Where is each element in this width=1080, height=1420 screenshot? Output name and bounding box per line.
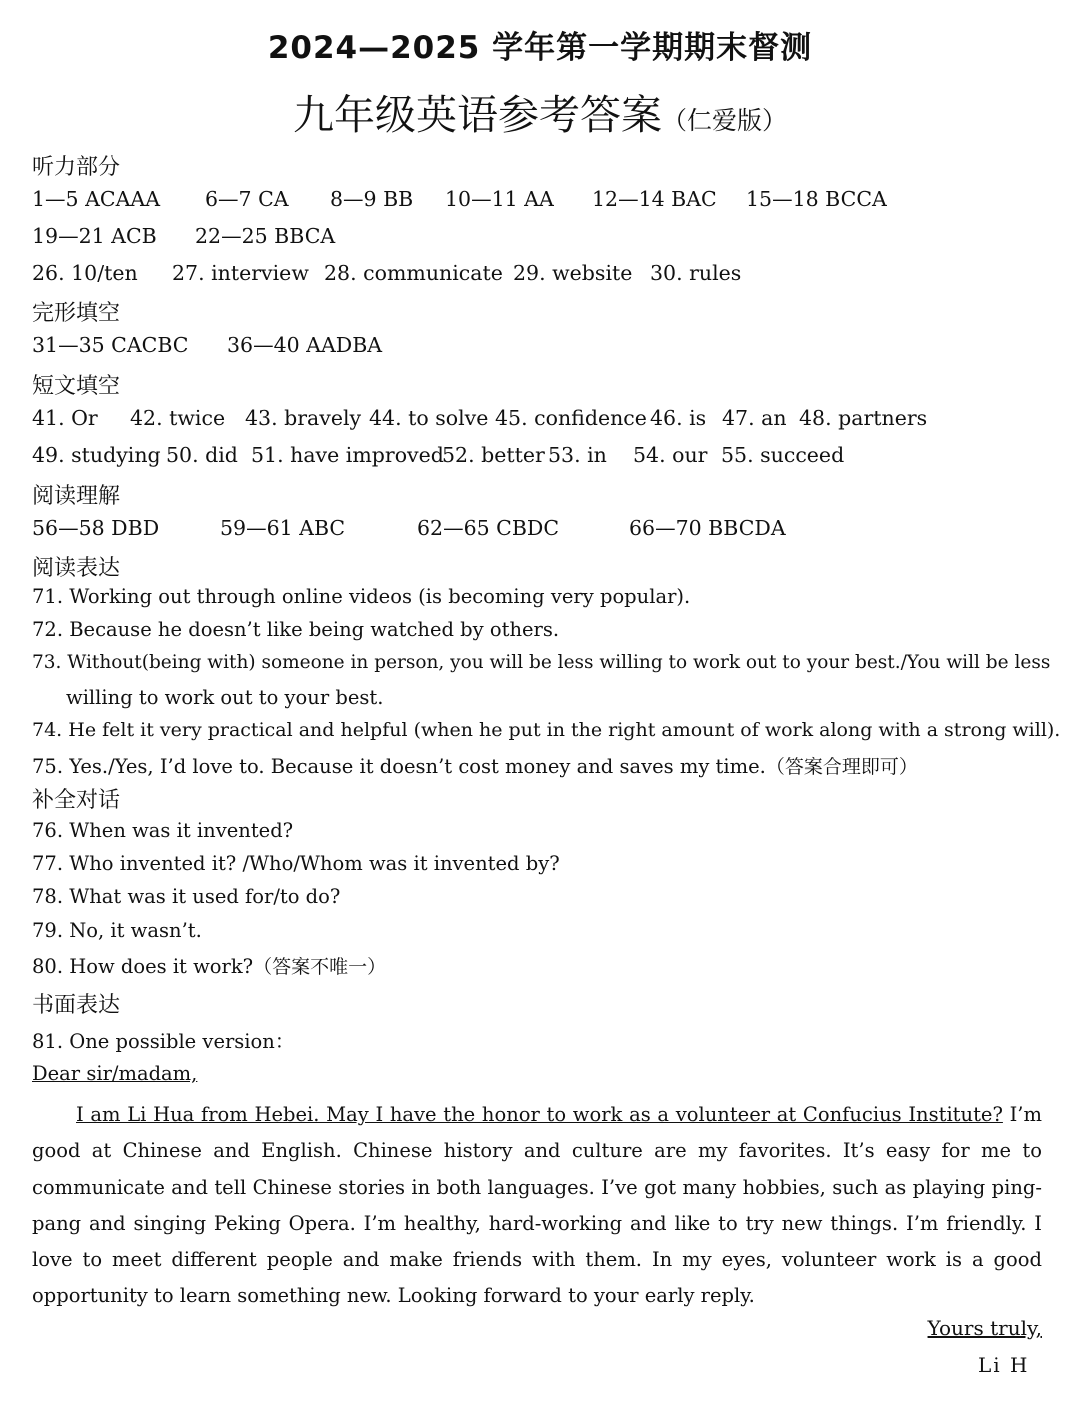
answer-item: 42. twice (130, 406, 226, 430)
answer-item: 51. have improved (251, 443, 444, 467)
answer-item: 1—5 ACAAA (32, 187, 161, 211)
answer-line: 78. What was it used for/to do? (32, 885, 341, 908)
subtitle-text: 九年级英语参考答案 (292, 91, 662, 139)
answer-item: 30. rules (650, 261, 742, 285)
answer-text: 75. Yes./Yes, I’d love to. Because it doesn’t cost money and saves my time. (32, 755, 766, 778)
answer-item: 26. 10/ten (32, 261, 138, 285)
cloze-heading: 完形填空 (32, 301, 121, 326)
answer-line: 76. When was it invented? (32, 819, 294, 842)
answer-item: 22—25 BBCA (195, 224, 336, 248)
page-subtitle (0, 82, 1080, 141)
answer-item: 62—65 CBDC (417, 516, 560, 540)
answer-item: 27. interview (172, 261, 309, 285)
answer-item: 59—61 ABC (220, 516, 346, 540)
answer-item: 49. studying (32, 443, 161, 467)
answer-item: 46. is (650, 406, 707, 430)
letter-first-sentence: I am Li Hua from Hebei. May I have the honor to work as a volunteer at Confucius Institute? (76, 1103, 1003, 1126)
answer-item: 43. bravely (245, 406, 362, 430)
answer-item: 48. partners (799, 406, 928, 430)
answer-note: （答案合理即可） (765, 756, 918, 778)
reading-expression-heading: 阅读表达 (32, 556, 121, 581)
writing-heading: 书面表达 (32, 993, 121, 1018)
answer-item: 66—70 BBCDA (629, 516, 786, 540)
answer-line (32, 752, 918, 779)
answer-item: 55. succeed (721, 443, 845, 467)
answer-item: 52. better (442, 443, 545, 467)
answer-item: 44. to solve (369, 406, 489, 430)
answer-line: 71. Working out through online videos (is becoming very popular). (32, 585, 691, 608)
answer-item: 53. in (548, 443, 607, 467)
answer-item: 28. communicate (324, 261, 503, 285)
answer-item: 56—58 DBD (32, 516, 160, 540)
edition-label: （仁爱版） (661, 106, 787, 135)
answer-item: 41. Or (32, 406, 98, 430)
answer-item: 15—18 BCCA (746, 187, 887, 211)
answer-item: 50. did (166, 443, 238, 467)
answer-item: 6—7 CA (205, 187, 289, 211)
answer-item: 29. website (513, 261, 633, 285)
letter-rest: I’m good at Chinese and English. Chinese history and culture are my favorites. It’s easy for me to communicate and tell Chinese stories in both languages. I’ve got many hobbies, such as playing ping-pang and singing Peking Opera. I’m healthy, hard-working and like to try new things. I’m friendly. I love to meet different people and make friends with them. In my eyes, volunteer work is a good opportunity to learn something new. Looking forward to your early reply. (32, 1103, 1042, 1308)
listening-heading: 听力部分 (32, 155, 121, 180)
answer-line: 73. Without(being with) someone in person, you will be less willing to work out to your best./You will be less (32, 652, 1051, 673)
answer-item: 8—9 BB (330, 187, 414, 211)
answer-text: 80. How does it work? (32, 955, 254, 978)
answer-line: 72. Because he doesn’t like being watched by others. (32, 618, 560, 641)
answer-line: 77. Who invented it? /Who/Whom was it invented by? (32, 852, 560, 875)
passage-fill-heading: 短文填空 (32, 374, 121, 399)
answer-note: （答案不唯一） (253, 956, 387, 978)
dialogue-heading: 补全对话 (32, 788, 121, 813)
answer-line: 74. He felt it very practical and helpful (when he put in the right amount of work along with a strong will). (32, 719, 1061, 741)
letter-body (32, 1097, 1042, 1315)
answer-line (32, 952, 386, 979)
answer-item: 31—35 CACBC (32, 333, 189, 357)
writing-intro: 81. One possible version： (32, 1030, 295, 1053)
letter-signature: Li H (978, 1353, 1030, 1377)
page-title: 2024—2025 学年第一学期期末督测 (267, 30, 813, 66)
answer-line: 79. No, it wasn’t. (32, 919, 202, 942)
letter-closing: Yours truly, (927, 1316, 1042, 1340)
answer-item: 19—21 ACB (32, 224, 157, 248)
answer-item: 10—11 AA (445, 187, 554, 211)
answer-line: willing to work out to your best. (66, 686, 384, 709)
reading-heading: 阅读理解 (32, 484, 121, 509)
answer-item: 12—14 BAC (592, 187, 717, 211)
letter-salutation: Dear sir/madam, (32, 1062, 198, 1085)
answer-item: 36—40 AADBA (227, 333, 383, 357)
answer-item: 54. our (633, 443, 708, 467)
answer-item: 47. an (722, 406, 787, 430)
answer-item: 45. confidence (495, 406, 647, 430)
